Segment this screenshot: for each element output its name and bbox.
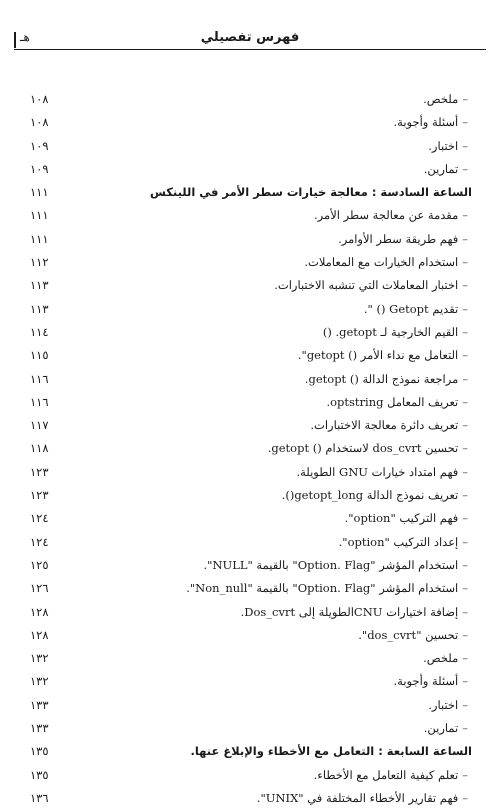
bullet-dash: –	[462, 790, 468, 805]
toc-title-text: الساعة السادسة : معالجة خيارات سطر الأمر في اللينكس	[149, 185, 472, 200]
bullet-dash: –	[462, 581, 468, 596]
toc-title-text: ملخص.	[423, 651, 459, 666]
toc-page-number: ١١١	[30, 185, 49, 200]
toc-item-title	[268, 437, 472, 460]
toc-item-row	[30, 577, 472, 600]
toc-item-title	[394, 670, 473, 693]
toc-item-row	[30, 461, 472, 484]
toc-page-number: ١١١	[30, 208, 49, 223]
toc-item-row	[30, 764, 472, 787]
toc-item-title	[338, 228, 472, 251]
toc-title-text: اختبار.	[428, 138, 459, 153]
toc-page-number: ١١٨	[30, 441, 49, 456]
bullet-dash: –	[462, 231, 468, 246]
toc-title-text: تقديم Getopt () ".	[363, 301, 459, 316]
toc-item-row	[30, 228, 472, 251]
toc-page-number: ١١٦	[30, 371, 49, 386]
toc-page-number: ١١٢	[30, 255, 49, 270]
bullet-dash: –	[462, 534, 468, 549]
toc-item-title	[358, 624, 472, 647]
toc-item-title	[345, 507, 472, 530]
bullet-dash: –	[462, 651, 468, 666]
toc-page-number: ١٢٨	[30, 627, 49, 642]
table-of-contents	[30, 88, 472, 810]
toc-title-text: استخدام الخيارات مع المعاملات.	[304, 255, 459, 270]
toc-title-text: فهم امتداد خيارات GNU الطويلة.	[296, 464, 459, 479]
toc-title-text: استخدام المؤشر "Option. Flag" بالقيمة "Non_null".	[186, 581, 459, 596]
toc-title-text: أسئلة وأجوبة.	[393, 115, 459, 130]
bullet-dash: –	[462, 348, 468, 363]
toc-item-title	[428, 694, 472, 717]
bullet-dash: –	[462, 464, 468, 479]
toc-page-number: ١٢٣	[30, 464, 49, 479]
bullet-dash: –	[462, 674, 468, 689]
page-header	[14, 28, 486, 50]
toc-item-title	[394, 111, 473, 134]
bullet-dash: –	[462, 138, 468, 153]
toc-item-title	[424, 717, 472, 740]
toc-page-number: ١١٣	[30, 301, 49, 316]
toc-item-row	[30, 391, 472, 414]
toc-item-row	[30, 554, 472, 577]
toc-page-number: ١١٧	[30, 418, 49, 433]
toc-item-title	[296, 461, 472, 484]
toc-page-number: ١٣٣	[30, 721, 49, 736]
bullet-dash: –	[462, 371, 468, 386]
toc-item-row	[30, 344, 472, 367]
toc-item-row	[30, 135, 472, 158]
toc-page-number: ١٢٤	[30, 511, 49, 526]
toc-page-number: ١٣٥	[30, 744, 49, 759]
toc-item-title	[364, 298, 472, 321]
bullet-dash: –	[462, 278, 468, 293]
toc-title-text: أسئلة وأجوبة.	[393, 674, 459, 689]
toc-title-text: فهم تقارير الأخطاء المختلفة في "UNIX".	[256, 790, 459, 805]
toc-item-row	[30, 694, 472, 717]
toc-item-row	[30, 204, 472, 227]
bullet-dash: –	[462, 324, 468, 339]
bullet-dash: –	[462, 115, 468, 130]
toc-item-row	[30, 507, 472, 530]
toc-item-row	[30, 368, 472, 391]
toc-page-number: ١١٥	[30, 348, 49, 363]
toc-page-number: ١٢٨	[30, 604, 49, 619]
toc-title-text: القيم الخارجية لـ getopt. ()	[322, 324, 459, 339]
toc-item-title	[326, 391, 472, 414]
toc-page-number: ١٣٥	[30, 767, 49, 782]
toc-title-text: مراجعة نموذج الدالة () getopt.	[304, 371, 459, 386]
toc-item-row	[30, 624, 472, 647]
toc-title-text: التعامل مع نداء الأمر () getopt".	[297, 348, 459, 363]
bullet-dash: –	[462, 255, 468, 270]
toc-item-title	[423, 88, 472, 111]
toc-page-number: ١٢٣	[30, 488, 49, 503]
toc-item-row	[30, 787, 472, 810]
toc-item-row	[30, 321, 472, 344]
toc-item-title	[305, 368, 472, 391]
toc-title-text: إضافة اختيارات CNUالطويلة إلى Dos_cvrt.	[240, 604, 459, 619]
toc-item-title	[323, 321, 472, 344]
toc-page-number: ١٠٨	[30, 92, 49, 106]
toc-item-title	[274, 274, 472, 297]
bullet-dash: –	[462, 604, 468, 619]
toc-section-row	[30, 181, 472, 204]
toc-item-row	[30, 484, 472, 507]
toc-item-title	[304, 251, 472, 274]
toc-title-text: فهم طريقة سطر الأوامر.	[338, 231, 459, 246]
bullet-dash: –	[462, 441, 468, 456]
toc-item-title	[204, 554, 473, 577]
header-title: فهرس تفصيلي	[200, 30, 300, 45]
toc-title-text: استخدام المؤشر "Option. Flag" بالقيمة "NULL".	[203, 557, 459, 572]
toc-page-number: ١٠٩	[30, 138, 49, 153]
bullet-dash: –	[462, 721, 468, 736]
toc-item-title	[282, 484, 472, 507]
toc-title-text: اختبار المعاملات التي تنشبه الاختبارات.	[274, 278, 459, 293]
toc-title-text: تعلم كيفية التعامل مع الأخطاء.	[313, 767, 459, 782]
bullet-dash: –	[462, 394, 468, 409]
toc-item-title	[314, 204, 472, 227]
toc-item-row	[30, 717, 472, 740]
toc-item-title	[339, 531, 472, 554]
toc-page-number: ١٣٦	[30, 790, 49, 805]
toc-item-row	[30, 111, 472, 134]
toc-item-row	[30, 158, 472, 181]
bullet-dash: –	[462, 488, 468, 503]
bullet-dash: –	[462, 767, 468, 782]
toc-item-title	[310, 414, 472, 437]
toc-page-number: ١٣٣	[30, 697, 49, 712]
toc-item-row	[30, 88, 472, 111]
toc-item-row	[30, 274, 472, 297]
bullet-dash: –	[462, 92, 468, 106]
toc-title-text: تمارين.	[423, 161, 459, 176]
toc-item-title	[314, 764, 472, 787]
toc-title-text: تعريف دائرة معالجة الاختبارات.	[310, 418, 459, 433]
toc-item-row	[30, 414, 472, 437]
toc-page-number: ١٣٢	[30, 674, 49, 689]
toc-section-title	[190, 740, 472, 763]
toc-title-text: تمارين.	[423, 721, 459, 736]
header-page-letter: هـ	[20, 30, 30, 44]
toc-title-text: تحسين dos_cvrt لاستخدام () getopt.	[267, 441, 459, 456]
toc-item-title	[424, 158, 472, 181]
toc-item-row	[30, 298, 472, 321]
toc-section-row	[30, 740, 472, 763]
bullet-dash: –	[462, 627, 468, 642]
toc-item-title	[257, 787, 472, 810]
bullet-dash: –	[462, 511, 468, 526]
toc-title-text: الساعة السابعة : التعامل مع الأخطاء والإبلاغ عنها.	[190, 744, 472, 759]
bullet-dash: –	[462, 418, 468, 433]
toc-item-title	[423, 647, 472, 670]
toc-item-title	[241, 601, 472, 624]
toc-title-text: مقدمة عن معالجة سطر الأمر.	[314, 208, 459, 223]
bullet-dash: –	[462, 557, 468, 572]
toc-section-title	[150, 181, 472, 204]
toc-page-number: ١١٦	[30, 394, 49, 409]
toc-title-text: إعداد التركيب "option".	[338, 534, 459, 549]
toc-page-number: ١١٤	[30, 324, 49, 339]
toc-title-text: اختبار.	[428, 697, 459, 712]
bullet-dash: –	[462, 208, 468, 223]
header-rule	[14, 49, 486, 50]
bullet-dash: –	[462, 161, 468, 176]
toc-item-row	[30, 251, 472, 274]
toc-page-number: ١٢٦	[30, 581, 49, 596]
toc-page-number: ١٢٤	[30, 534, 49, 549]
toc-item-row	[30, 670, 472, 693]
toc-item-title	[186, 577, 472, 600]
toc-page-number: ١٠٩	[30, 161, 49, 176]
toc-page-number: ١١١	[30, 231, 49, 246]
toc-page-number: ١١٣	[30, 278, 49, 293]
toc-item-row	[30, 531, 472, 554]
toc-page-number: ١٠٨	[30, 115, 49, 130]
bullet-dash: –	[462, 301, 468, 316]
toc-page-number: ١٢٥	[30, 557, 49, 572]
toc-title-text: تعريف المعامل optstring.	[326, 394, 459, 409]
toc-item-row	[30, 437, 472, 460]
toc-page-number: ١٣٢	[30, 651, 49, 666]
toc-title-text: ملخص.	[423, 92, 459, 106]
toc-item-row	[30, 647, 472, 670]
toc-item-row	[30, 601, 472, 624]
toc-title-text: تحسين "dos_cvrt".	[358, 627, 459, 642]
toc-item-title	[428, 135, 472, 158]
toc-title-text: تعريف نموذج الدالة getopt_long().	[281, 488, 459, 503]
toc-title-text: فهم التركيب "option".	[344, 511, 459, 526]
toc-item-title	[298, 344, 472, 367]
bullet-dash: –	[462, 697, 468, 712]
